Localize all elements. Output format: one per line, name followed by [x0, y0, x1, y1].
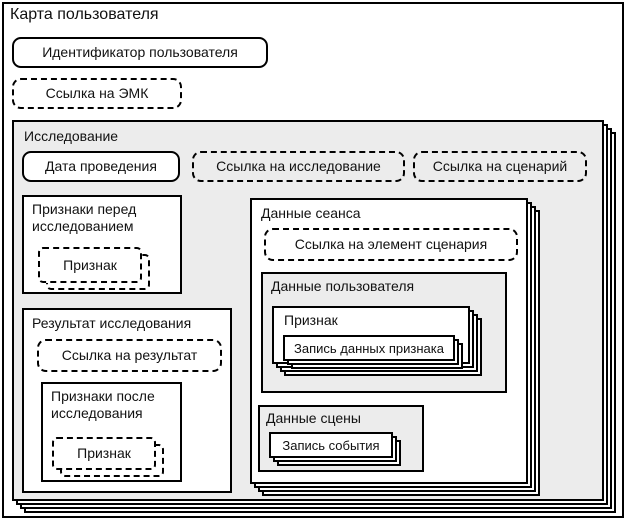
- result-link-box: [37, 339, 222, 372]
- pre-feature-label: Признак: [63, 256, 117, 273]
- session-data-title: Данные сеанса: [261, 205, 361, 221]
- user-data-title: Данные пользователя: [271, 278, 415, 294]
- emr-link-label: Ссылка на ЭМК: [45, 85, 149, 102]
- user-card-title: Карта пользователя: [10, 6, 159, 23]
- post-feature-stack: [52, 437, 156, 470]
- post-feature-label: Признак: [77, 445, 131, 462]
- session-data-box: [250, 198, 528, 484]
- user-id-label: Идентификатор пользователя: [42, 44, 238, 61]
- scenario-element-link-box: [264, 228, 518, 261]
- pre-study-features-box: [22, 195, 182, 294]
- feature-stack-title: Признак: [284, 312, 338, 328]
- study-date-box: [22, 151, 180, 182]
- scene-data-title: Данные сцены: [266, 410, 361, 426]
- scenario-link-label: Ссылка на сценарий: [432, 158, 568, 175]
- event-record-box: [269, 432, 393, 458]
- pre-feature-stack: [38, 247, 142, 283]
- study-link-box: [192, 151, 405, 182]
- emr-link-box: [12, 78, 182, 109]
- pre-study-features-title: Признаки перед исследованием: [32, 201, 137, 234]
- study-title: Исследование: [24, 128, 119, 144]
- study-box: [12, 120, 604, 501]
- feature-stack-box: [272, 306, 470, 364]
- study-result-box: [22, 308, 232, 493]
- user-id-box: [12, 37, 268, 68]
- user-data-box: [261, 272, 507, 393]
- study-link-label: Ссылка на исследование: [216, 158, 381, 175]
- post-study-features-title: Признаки после исследования: [51, 388, 155, 421]
- scenario-link-box: [413, 151, 587, 182]
- feature-record-box: [283, 335, 455, 361]
- pre-feature-box: [38, 247, 142, 283]
- scene-data-box: [258, 405, 424, 472]
- scenario-element-link-label: Ссылка на элемент сценария: [294, 236, 488, 253]
- study-date-label: Дата проведения: [45, 158, 157, 175]
- study-result-title: Результат исследования: [32, 315, 192, 331]
- post-study-features-box: [41, 382, 182, 482]
- result-link-label: Ссылка на результат: [61, 347, 198, 364]
- event-record-label: Запись события: [282, 437, 380, 453]
- post-feature-box: [52, 437, 156, 470]
- feature-record-label: Запись данных признака: [293, 340, 444, 356]
